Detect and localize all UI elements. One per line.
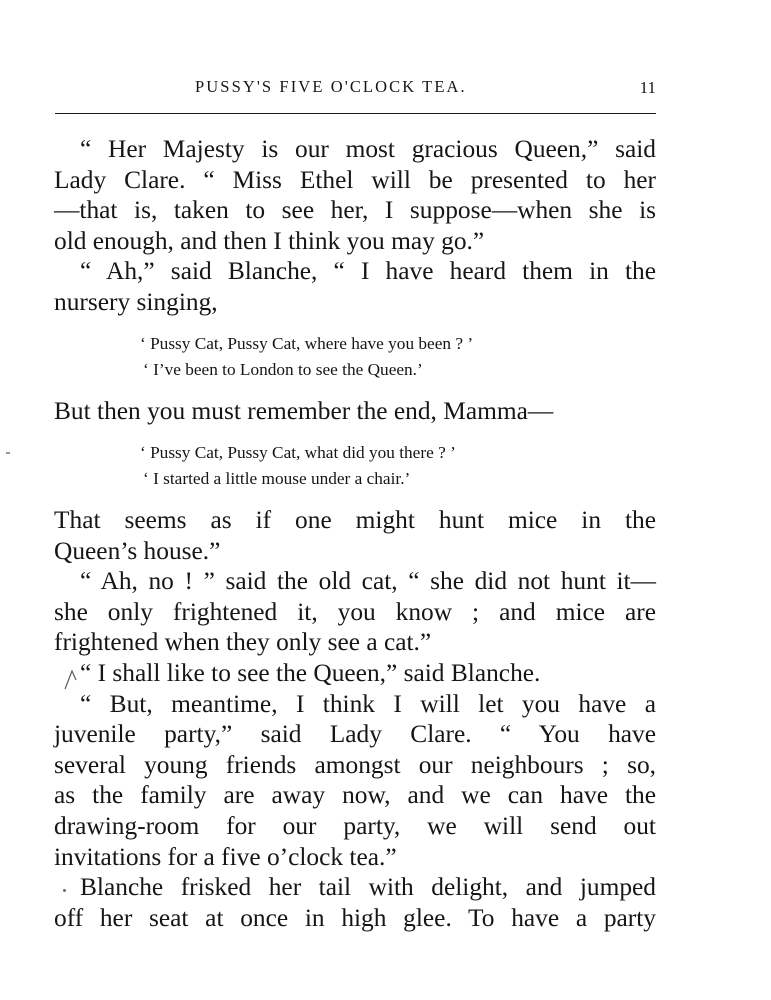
margin-speck <box>6 452 10 454</box>
verse-line: ‘ Pussy Cat, Pussy Cat, what did you there ? ’ <box>140 443 456 462</box>
text-line: “ Ah, no ! ” said the old cat, “ she did not hunt it— <box>80 567 656 596</box>
text-line: “ I shall like to see the Queen,” said Blanche. <box>80 658 541 687</box>
text-line: she only frightened it, you know ; and mice are <box>54 597 656 626</box>
running-title: PUSSY'S FIVE O'CLOCK TEA. <box>195 77 467 96</box>
text-line: frightened when they only see a cat.” <box>54 628 432 657</box>
page-header <box>55 75 656 103</box>
text-line: “ Her Majesty is our most gracious Queen,” said <box>80 135 656 163</box>
verse-block-2 <box>140 440 456 492</box>
text-line: invitations for a five o’clock tea.” <box>54 842 397 871</box>
text-line: drawing-room for our party, we will send out <box>54 811 656 840</box>
text-line: But then you must remember the end, Mamma— <box>54 397 554 425</box>
verse-line: ‘ I started a little mouse under a chair.’ <box>143 469 411 488</box>
text-line: as the family are away now, and we can have the <box>54 781 656 810</box>
paragraph-block-3 <box>54 505 656 933</box>
paragraph-block-2 <box>54 396 656 427</box>
text-line: That seems as if one might hunt mice in the <box>54 506 656 534</box>
pencil-mark-icon <box>63 668 81 690</box>
text-line: Blanche frisked her tail with delight, and jumped <box>80 873 656 902</box>
text-line: several young friends amongst our neighbours ; so, <box>54 750 656 779</box>
verse-line: ‘ Pussy Cat, Pussy Cat, where have you been ? ’ <box>140 334 474 353</box>
paragraph-block-1 <box>54 134 656 318</box>
verse-block-1 <box>140 331 473 383</box>
text-line: Lady Clare. “ Miss Ethel will be presented to her <box>54 165 656 194</box>
text-line: juvenile party,” said Lady Clare. “ You have <box>54 720 656 749</box>
header-rule <box>55 113 656 114</box>
text-line: old enough, and then I think you may go.” <box>54 226 485 255</box>
text-line: “ Ah,” said Blanche, “ I have heard them in the <box>80 257 656 286</box>
text-line: —that is, taken to see her, I suppose—when she is <box>54 196 656 225</box>
ink-speck <box>63 889 66 892</box>
page-number: 11 <box>639 78 656 97</box>
text-line: off her seat at once in high glee. To have a party <box>54 903 656 932</box>
text-line: nursery singing, <box>54 287 218 316</box>
text-line: Queen’s house.” <box>54 536 221 565</box>
verse-line: ‘ I’ve been to London to see the Queen.’ <box>143 360 423 379</box>
text-line: “ But, meantime, I think I will let you have a <box>80 689 656 718</box>
